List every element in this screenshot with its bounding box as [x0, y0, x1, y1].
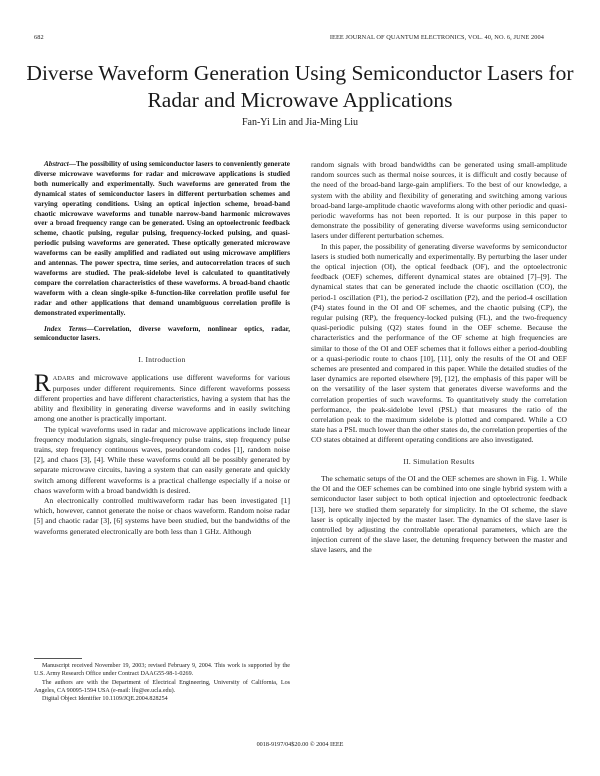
footnote-affiliation: The authors are with the Department of Electrical Engineering, University of California, Los Angeles, CA 90095-1594 USA (e-mail: lfu@ee.ucla.edu).: [34, 679, 290, 694]
abstract-text: The possibility of using semiconductor lasers to conveniently generate diverse microwave waveforms for radar and microwave applications is studied both numerically and experimentally. Such waveforms are generated from the dynamical states of semiconductor lasers in different perturbation schemes and varying operating conditions. Using an optical injection scheme, broad-band chaotic microwave waveforms and tunable narrow-band harmonic microwaves over a broad frequency range can be generated. Using an optoelectronic feedback scheme, chaotic pulsing, regular pulsing, frequency-locked pulsing, and quasi-periodic pulsing waveforms are generated. These optically generated microwave waveforms can be easily amplified and radiated out using microwave amplifiers and antennas. The power spectra, time series, and autocorrelation traces of such waveforms are studied. The peak-sidelobe level is calculated to quantitatively compare the correlation characteristics of these waveforms. A broad-band chaotic waveform with a clean single-spike δ-function-like correlation profile useful for radar and other applications that demand unambiguous correlation profile is demonstrated experimentally.: [34, 160, 290, 317]
footnote-rule: [34, 658, 82, 659]
left-column: [34, 160, 290, 537]
page-number: 682: [34, 34, 44, 41]
footnote: [34, 658, 290, 703]
right-paragraph-2: In this paper, the possibility of generating diverse waveforms by semiconductor lasers is studied both numerically and experimentally. By perturbing the laser under the optical injection (OI), the optical feedback (OF), and the optoelectronic feedback (OEF) schemes, different dynamical states are obtained [7]–[9]. The dynamical states that can be generated include the chaotic oscillation (CO), the period-1 oscillation (P1), the period-2 oscillation (P2), and the period-4 oscillation (P4) states found in the OI and OF schemes, and the chaotic pulsing (CP), the regular pulsing (RP), the frequency-locked pulsing (FL), and the two-frequency quasi-periodic pulsing (Q2) states found in the OEF scheme. Because the characteristics and the performance of the OF scheme at high frequencies are similar to those of the OI and OEF schemes that it follows either a period-doubling or a quasi-periodic route to chaos [10], [11], only the results of the OI and OEF schemes are presented and compared in this paper. While the detailed studies of the laser dynamics are reported elsewhere [9], [12], the emphasis of this paper will be on the versatility of the laser system that generates diverse waveforms and the correlation properties of such waveforms. To quantitatively study the correlation performance, the peak-sidelobe level (PSL) that measures the ratio of the correlation peak to the maximum sidelobe is plotted and compared. While a CO state has a PSL much lower than the other states do, the correlation properties of the CO states obtained at different operating conditions are also investigated.: [311, 241, 567, 445]
paper-title: Diverse Waveform Generation Using Semiconductor Lasers for Radar and Microwave Applications: [26, 61, 574, 112]
footnote-manuscript: Manuscript received November 19, 2003; revised February 9, 2004. This work is supported by the U.S. Army Research Office under Contract DAAG55-98-1-0269.: [34, 663, 290, 678]
abstract-lead: Abstract—: [44, 160, 76, 168]
journal-name: IEEE JOURNAL OF QUANTUM ELECTRONICS, VOL. 40, NO. 6, JUNE 2004: [329, 34, 544, 41]
index-terms: [34, 325, 290, 345]
section-heading-simulation: II. Simulation Results: [403, 456, 475, 466]
section-heading-introduction: I. Introduction: [138, 355, 186, 365]
intro-paragraph-1-text: and microwave applications use different waveforms for various purposes under different requirements. Since different waveforms possess different properties and have different characteristics, having a system that has the ability and flexibility in generating diverse waveforms and in easily switching among one another is practically important.: [34, 372, 290, 424]
drop-cap: R: [34, 369, 51, 397]
authors: Fan-Yi Lin and Jia-Ming Liu: [241, 117, 359, 128]
intro-paragraph-2: The typical waveforms used in radar and microwave applications include linear frequency modulation signals, single-frequency pulse trains, step frequency pulse trains, step frequency continuous waves, pseudorandom codes [1], random noise [2], and chaos [3], [4]. While these waveforms could all be possibly generated by separate microwave circuits, having a system that can easily generate and quickly switch among different waveforms is a practical challenge especially if a noise or chaos waveform with a broad bandwidth is desired.: [34, 424, 290, 495]
first-word: ADARS: [52, 374, 75, 382]
right-column: [311, 160, 567, 556]
index-terms-lead: Index Terms—: [44, 324, 94, 333]
abstract: [34, 160, 290, 319]
intro-paragraph-1: [34, 369, 290, 425]
intro-paragraph-3: An electronically controlled multiwaveform radar has been investigated [1] which, however, cannot generate the noise or chaos waveform. Random noise radar [5] and chaotic radar [3], [6] systems have been studied, but the bandwidths of the waveforms generated electronically are both less than 1 GHz. Although: [34, 495, 290, 536]
copyright-code: 0018-9197/04$20.00 © 2004 IEEE: [256, 741, 344, 748]
footnote-doi: Digital Object Identifier 10.1109/JQE.2004.828254: [42, 696, 168, 703]
running-head: [34, 34, 544, 44]
right-paragraph-1: random signals with broad bandwidths can be generated using small-amplitude random sources such as thermal noise sources, it is difficult and costly because of the need of the broad-band large-gain amplifiers. To the best of our knowledge, a system with the ability and flexibility of generating and switching among various broad-band large-amplitude chaotic waveforms along with other periodic and quasi-periodic waveforms has not been reported. It is our purpose in this paper to demonstrate the possibility of generating diverse waveforms using semiconductor lasers under different perturbation schemes.: [311, 160, 567, 241]
right-paragraph-3: The schematic setups of the OI and the OEF schemes are shown in Fig. 1. While the OI and the OEF schemes can be combined into one single hybrid system with a semiconductor laser subject to both optical injection and optoelectronic feedback [13], here we studied them separately for simplicity. In the OI scheme, the slave laser is optically injected by the master laser. The dynamics of the slave laser is controlled by adjusting the controllable operational parameters, which are the injection current of the slave laser, the detuning frequency between the master and slave lasers, and the: [311, 473, 567, 555]
index-terms-text: Correlation, diverse waveform, nonlinear optics, radar, semiconductor lasers.: [34, 324, 290, 343]
